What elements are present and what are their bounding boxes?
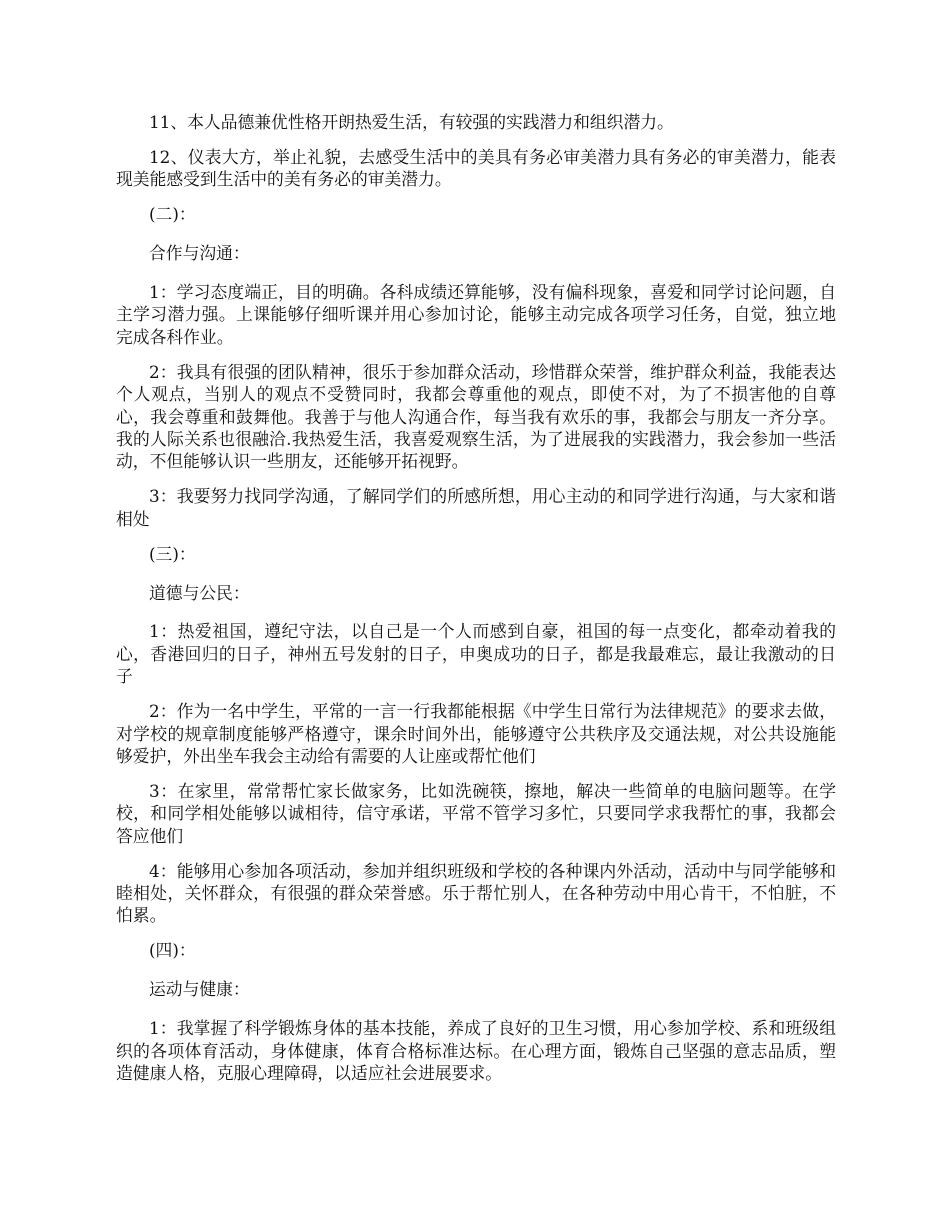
paragraph: 1：学习态度端正，目的明确。各科成绩还算能够，没有偏科现象，喜爱和同学讨论问题，自主学习潜力强。上课能够仔细听课并用心参加讨论，能够主动完成各项学习任务，自觉，独立地完成各科作业。 xyxy=(116,282,836,347)
section-subheading: 道德与公民： xyxy=(149,582,250,603)
paragraph: 1：热爱祖国，遵纪守法，以自己是一个人而感到自豪，祖国的每一点变化，都牵动着我的心，香港回归的日子，神州五号发射的日子，申奥成功的日子，都是我最难忘，最让我激动的日子 xyxy=(116,621,836,687)
section-heading: (四)： xyxy=(149,940,196,961)
paragraph: 3：我要努力找同学沟通，了解同学们的所感所想，用心主动的和同学进行沟通，与大家和谐相处 xyxy=(116,486,836,529)
paragraph: 3：在家里，常常帮忙家长做家务，比如洗碗筷，擦地，解决一些简单的电脑问题等。在学校，和同学相处能够以诚相待，信守承诺，平常不管学习多忙，只要同学求我帮忙的事，我都会答应他们 xyxy=(116,780,836,846)
section-subheading: 运动与健康： xyxy=(149,979,250,1000)
paragraph: 2：我具有很强的团队精神，很乐于参加群众活动，珍惜群众荣誉，维护群众利益，我能表达个人观点，当别人的观点不受赞同时，我都会尊重他的观点，即使不对，为了不损害他的自尊心，我会尊重和鼓舞他。我善于与他人沟通合作，每当我有欢乐的事，我都会与朋友一齐分享。我的人际关系也很融洽.我热爱生活，我喜爱观察生活，为了进展我的实践潜力，我会参加一些活动，不但能够认识一些朋友，还能够开拓视野。 xyxy=(116,361,836,472)
paragraph: 2：作为一名中学生，平常的一言一行我都能根据《中学生日常行为法律规范》的要求去做，对学校的规章制度能够严格遵守，课余时间外出，能够遵守公共秩序及交通法规，对公共设施能够爱护，外出坐车我会主动给有需要的人让座或帮忙他们 xyxy=(116,701,836,766)
section-heading: (三)： xyxy=(149,543,196,564)
document-body xyxy=(116,111,836,1097)
section-subheading: 合作与沟通： xyxy=(149,243,250,264)
paragraph: 11、本人品德兼优性格开朗热爱生活，有较强的实践潜力和组织潜力。 xyxy=(149,112,674,132)
paragraph: 4：能够用心参加各项活动，参加并组织班级和学校的各种课内外活动，活动中与同学能够和睦相处，关怀群众，有很强的群众荣誉感。乐于帮忙别人，在各种劳动中用心肯干，不怕脏，不怕累。 xyxy=(116,860,836,926)
paragraph: 12、仪表大方，举止礼貌，去感受生活中的美具有务必审美潜力具有务必的审美潜力，能表现美能感受到生活中的美有务必的审美潜力。 xyxy=(116,146,836,190)
section-heading: (二)： xyxy=(149,204,196,225)
paragraph: 1：我掌握了科学锻炼身体的基本技能，养成了良好的卫生习惯，用心参加学校、系和班级组织的各项体育活动，身体健康，体育合格标准达标。在心理方面，锻炼自己坚强的意志品质，塑造健康人格，克服心理障碍，以适应社会进展要求。 xyxy=(116,1018,836,1083)
